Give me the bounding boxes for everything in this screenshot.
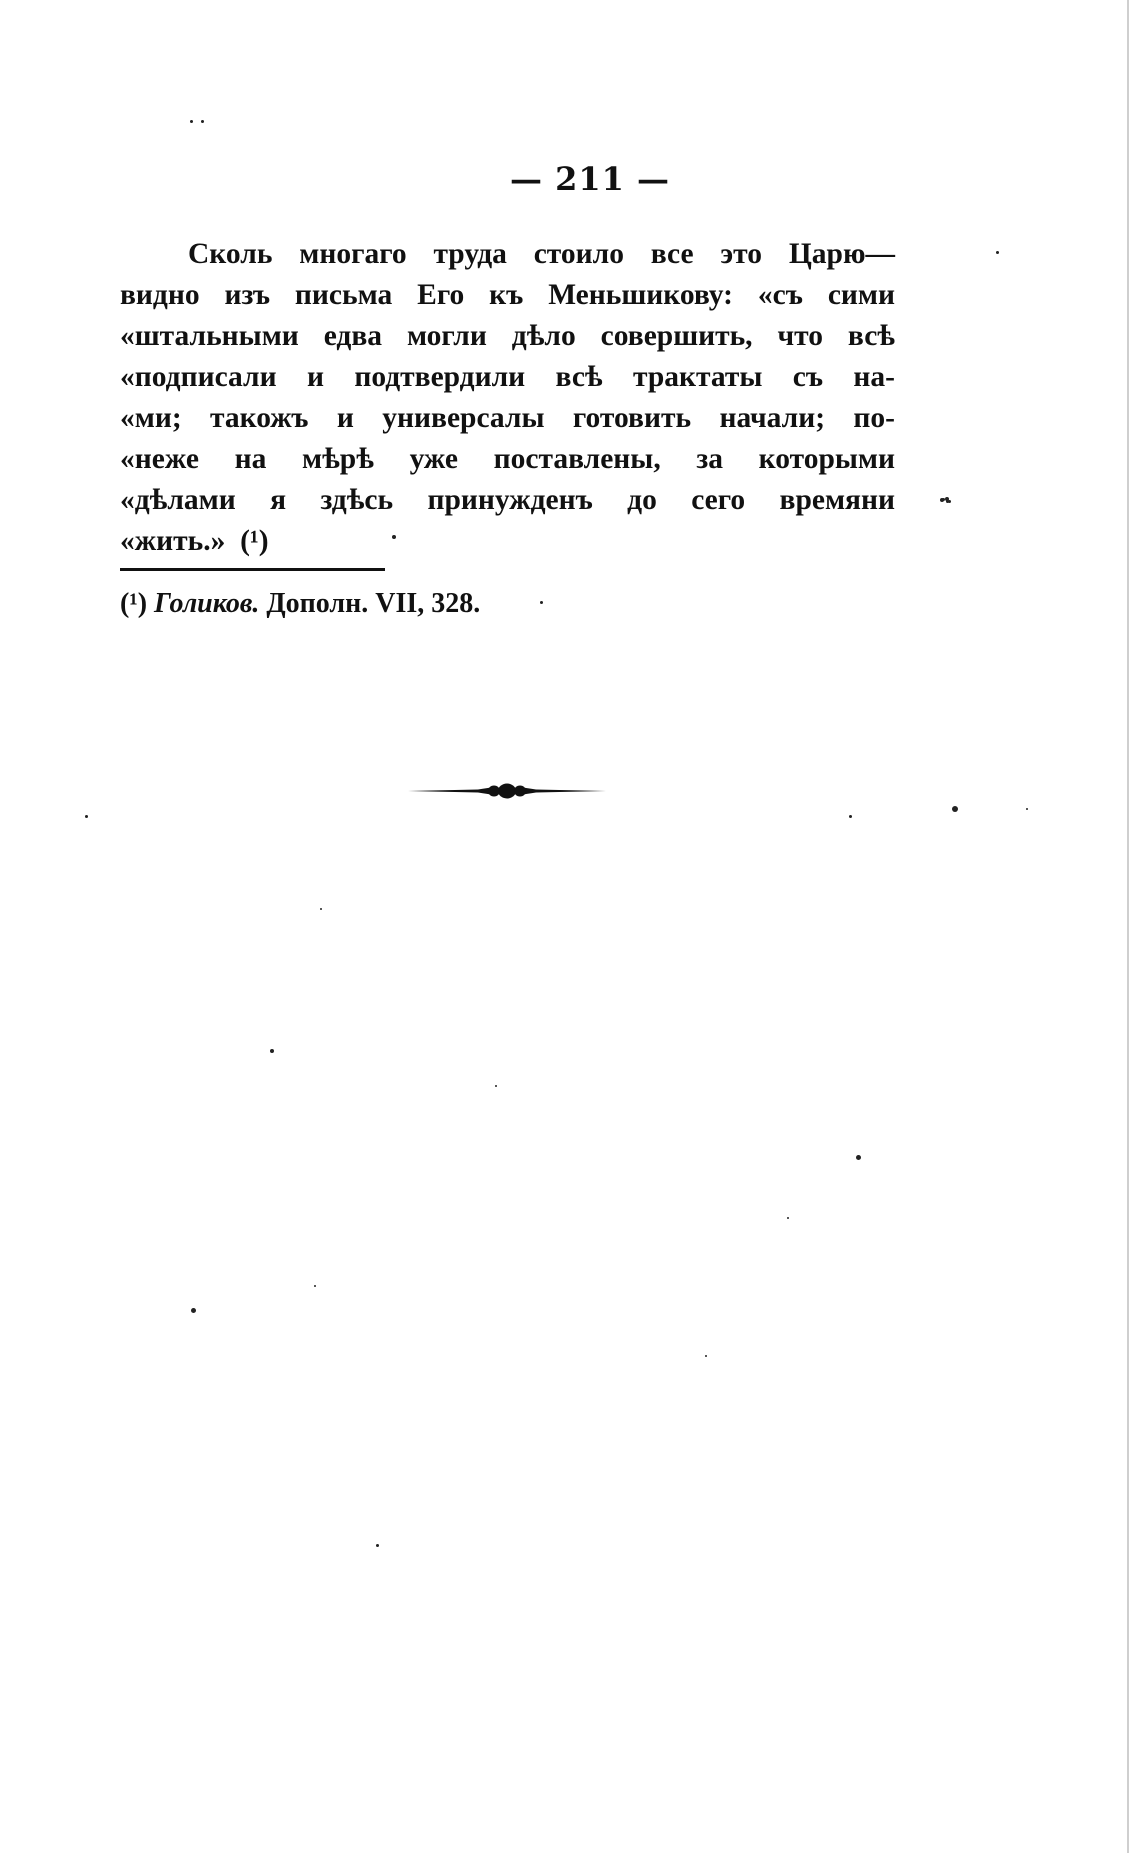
footnote [120,586,820,622]
text-line-last [120,521,895,562]
scan-speck [849,815,852,818]
page-edge-shadow [1127,0,1129,1853]
scan-speck [1026,808,1028,810]
body-paragraph [120,234,895,562]
scan-speck [201,120,204,123]
text-line: «жить.» [120,525,226,557]
scan-speck [996,251,999,254]
tailpiece-ornament [408,779,606,803]
scan-speck [85,815,88,818]
scan-speck [705,1355,707,1357]
text-line: «штальными едва могли дѣло совершить, что всѣ [120,320,895,352]
text-line: «ми; такожъ и универсалы готовить начали; по- [120,402,895,434]
scan-speck [940,498,944,502]
footnote-reference: (¹) [240,525,269,557]
text-line: «неже на мѣрѣ уже поставлены, за которыми [120,443,895,475]
scan-speck [190,120,193,123]
scan-speck [376,1544,379,1547]
footnote-separator [120,568,385,571]
text-line: «дѣлами я здѣсь принужденъ до сего времяни [120,484,895,516]
scan-speck [787,1217,789,1219]
scan-speck [948,500,951,503]
scan-speck [191,1308,196,1313]
footnote-marker: (¹) [120,588,148,619]
scan-speck [952,806,958,812]
scan-speck [314,1285,316,1287]
scan-speck [270,1049,274,1053]
page-number: — 211 — [509,160,671,198]
scan-speck [540,601,543,604]
footnote-reference-text: Дополн. VII, 328. [266,588,481,619]
text-line: Сколь многаго труда стоило все это Царю— [188,238,895,270]
scan-speck [495,1085,497,1087]
scan-speck [392,535,396,539]
scan-speck [856,1155,861,1160]
scan-speck [320,908,322,910]
text-line: видно изъ письма Его къ Меньшикову: «съ сими [120,279,895,311]
text-line: «подписали и подтвердили всѣ трактаты съ на- [120,361,895,393]
footnote-author: Голиков. [154,588,260,619]
